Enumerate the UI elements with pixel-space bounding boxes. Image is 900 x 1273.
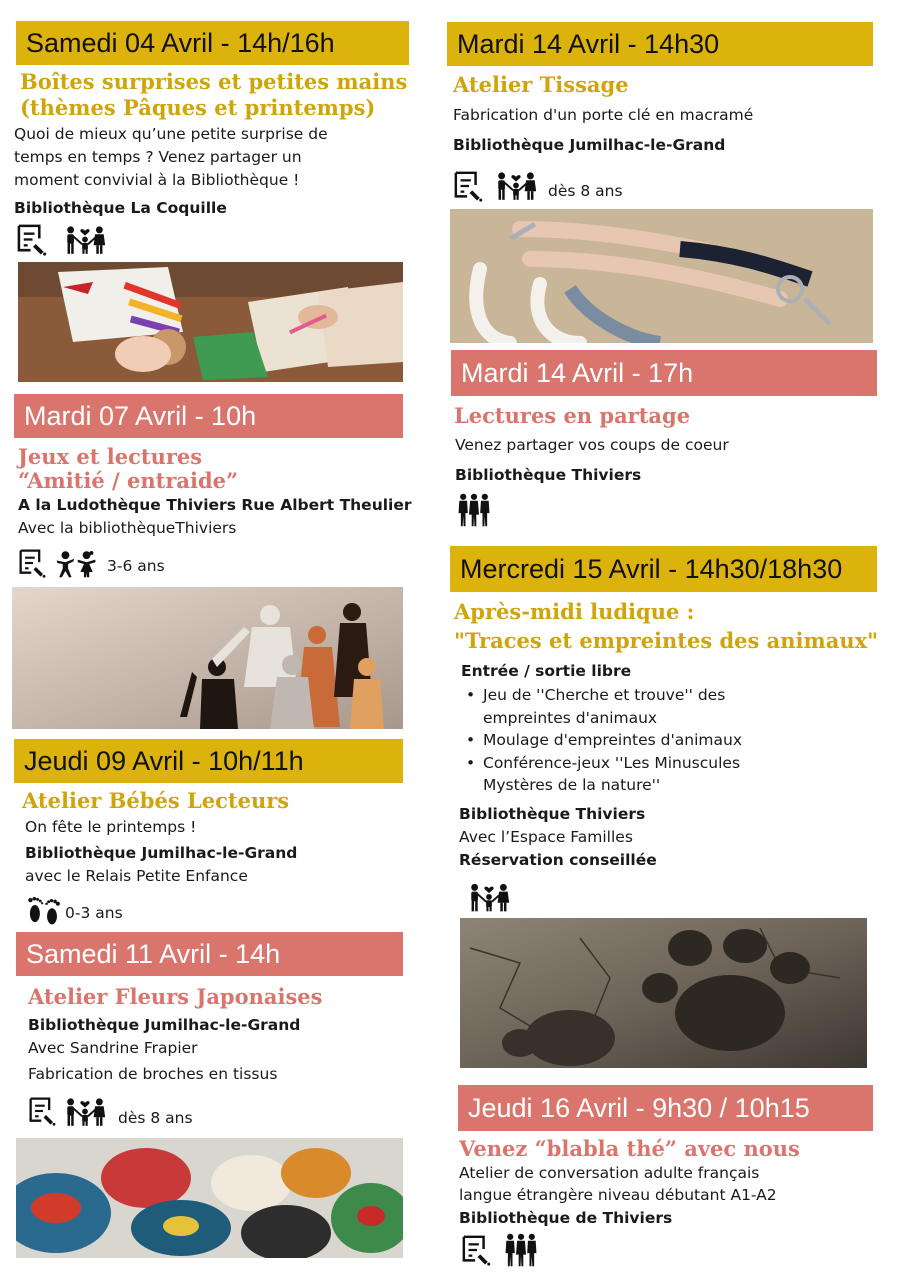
event-title: Lectures en partage bbox=[454, 403, 691, 428]
event-title: Atelier Bébés Lecteurs bbox=[22, 788, 290, 813]
event-description: temps en temps ? Venez partager un bbox=[14, 148, 302, 166]
event-date-banner: Samedi 04 Avril - 14h/16h bbox=[16, 21, 409, 65]
macrame-keychains-photo bbox=[450, 209, 873, 343]
registration-icon bbox=[28, 1096, 58, 1126]
event-description: Fabrication de broches en tissus bbox=[28, 1065, 278, 1083]
event-location: Bibliothèque Jumilhac-le-Grand bbox=[25, 844, 298, 862]
registration-icon bbox=[461, 1234, 493, 1266]
event-location: Bibliothèque La Coquille bbox=[14, 199, 227, 217]
registration-icon bbox=[18, 548, 48, 578]
registration-icon bbox=[453, 170, 485, 202]
adults-icon bbox=[504, 1230, 538, 1270]
family-icon bbox=[466, 878, 512, 914]
age-range: dès 8 ans bbox=[548, 182, 623, 200]
fabric-flowers-photo bbox=[16, 1138, 403, 1258]
event-description: langue étrangère niveau débutant A1-A2 bbox=[459, 1186, 777, 1204]
registration-icon bbox=[16, 223, 49, 256]
event-title: Venez “blabla thé” avec nous bbox=[459, 1136, 800, 1161]
event-location: Bibliothèque de Thiviers bbox=[459, 1209, 673, 1227]
event-title: “Amitié / entraide” bbox=[18, 468, 239, 493]
animal-footprint-photo bbox=[460, 918, 867, 1068]
event-date-banner: Mercredi 15 Avril - 14h30/18h30 bbox=[450, 546, 877, 592]
event-title: Atelier Fleurs Japonaises bbox=[28, 984, 323, 1009]
family-icon bbox=[493, 167, 539, 202]
event-entry-info: Entrée / sortie libre bbox=[461, 662, 632, 680]
family-icon bbox=[62, 221, 108, 256]
event-description: Avec Sandrine Frapier bbox=[28, 1039, 198, 1057]
event-description: On fête le printemps ! bbox=[25, 818, 197, 836]
children-icon bbox=[54, 549, 98, 579]
age-range: dès 8 ans bbox=[118, 1109, 193, 1127]
age-range: 0-3 ans bbox=[65, 904, 123, 922]
family-icon bbox=[62, 1094, 108, 1127]
baby-feet-icon bbox=[25, 894, 61, 926]
event-location: Bibliothèque Jumilhac-le-Grand bbox=[453, 136, 726, 154]
paper-dolls-photo bbox=[12, 587, 403, 729]
event-partner: avec le Relais Petite Enfance bbox=[25, 867, 248, 885]
event-date-banner: Mardi 07 Avril - 10h bbox=[14, 394, 403, 438]
event-location: Bibliothèque Jumilhac-le-Grand bbox=[28, 1016, 301, 1034]
event-title: Atelier Tissage bbox=[453, 72, 629, 97]
event-location: Bibliothèque Thiviers bbox=[459, 805, 646, 823]
list-item: • Moulage d'empreintes d'animaux bbox=[461, 729, 742, 752]
event-title: Après-midi ludique : bbox=[454, 599, 695, 624]
event-date-banner: Mardi 14 Avril - 17h bbox=[451, 350, 877, 396]
event-title: "Traces et empreintes des animaux" bbox=[454, 628, 879, 653]
crafts-photo bbox=[18, 262, 403, 382]
event-location: A la Ludothèque Thiviers Rue Albert Theulier bbox=[18, 496, 412, 514]
event-location: Bibliothèque Thiviers bbox=[455, 466, 642, 484]
activity-list bbox=[461, 684, 742, 797]
event-description: Venez partager vos coups de coeur bbox=[455, 436, 729, 454]
event-date-banner: Jeudi 16 Avril - 9h30 / 10h15 bbox=[458, 1085, 873, 1131]
age-range: 3-6 ans bbox=[107, 557, 165, 575]
event-date-banner: Samedi 11 Avril - 14h bbox=[16, 932, 403, 976]
event-description: Fabrication d'un porte clé en macramé bbox=[453, 106, 754, 124]
event-description: Avec la bibliothèqueThiviers bbox=[18, 519, 237, 537]
event-title: Jeux et lectures bbox=[18, 444, 203, 469]
event-description: Quoi de mieux qu’une petite surprise de bbox=[14, 125, 328, 143]
event-partner: Avec l’Espace Familles bbox=[459, 828, 633, 846]
event-title: (thèmes Pâques et printemps) bbox=[20, 95, 376, 120]
event-description: Atelier de conversation adulte français bbox=[459, 1164, 760, 1182]
adults-icon bbox=[457, 490, 491, 530]
event-date-banner: Mardi 14 Avril - 14h30 bbox=[447, 22, 873, 66]
event-reservation: Réservation conseillée bbox=[459, 851, 657, 869]
event-description: moment convivial à la Bibliothèque ! bbox=[14, 171, 300, 189]
event-date-banner: Jeudi 09 Avril - 10h/11h bbox=[14, 739, 403, 783]
event-title: Boîtes surprises et petites mains bbox=[20, 69, 408, 94]
list-item: • Conférence-jeux ''Les Minuscules Mystères de la nature'' bbox=[461, 752, 742, 797]
list-item: • Jeu de ''Cherche et trouve'' des empreintes d'animaux bbox=[461, 684, 742, 729]
